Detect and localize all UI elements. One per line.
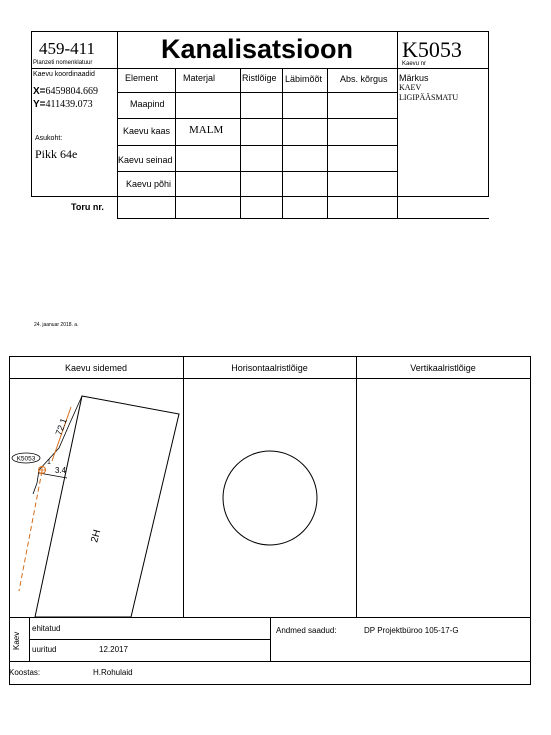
- grid-v4: [327, 68, 328, 219]
- document-date: 24. jaanuar 2018. a.: [34, 322, 79, 328]
- column-header-abs-height: Abs. kõrgus: [340, 74, 388, 84]
- made-label: ehitatud: [32, 624, 61, 633]
- row-label-ground: Maapind: [130, 99, 165, 109]
- well-circle: [223, 451, 317, 545]
- well-id: K5053: [402, 37, 462, 62]
- column-header-diameter: Läbimõõt: [285, 74, 323, 84]
- grid-bottom: [117, 218, 489, 219]
- location-caption: Asukoht:: [35, 135, 63, 142]
- header-divider: [31, 68, 489, 69]
- section-header-connections: Kaevu sidemed: [64, 363, 128, 373]
- x-label: X=: [33, 86, 46, 97]
- plan-right-border: [530, 356, 531, 685]
- map-number: 459-411: [39, 39, 96, 58]
- notes-line-1: KAEV: [399, 83, 422, 92]
- coords-caption: Kaevu koordinaadid: [33, 71, 95, 78]
- connections-sketch: [9, 378, 183, 617]
- row-label-walls: Kaevu seinad: [118, 155, 173, 165]
- bottom-row-divider: [29, 639, 270, 640]
- compiled-value: H.Rohulaid: [93, 668, 133, 677]
- cover-material-value: MALM: [189, 124, 224, 136]
- data-source-label: Andmed saadud:: [276, 626, 337, 635]
- grid-v1: [175, 68, 176, 219]
- data-source-value: DP Projektbüroo 105-17-G: [364, 626, 459, 635]
- card-left-border: [31, 31, 32, 196]
- plan-top-border: [9, 356, 531, 357]
- section-header-horizontal: Horisontaalristlõige: [231, 363, 308, 373]
- building-label: 2H: [89, 528, 104, 544]
- row-label-bottom: Kaevu põhi: [126, 179, 172, 189]
- notes-column-divider: [397, 31, 398, 219]
- x-value: 6459804.669: [45, 86, 99, 97]
- well-card: [31, 31, 489, 219]
- grid-v2: [240, 68, 241, 219]
- dimension-label-b: 3.4: [55, 466, 67, 475]
- row-label-cover: Kaevu kaas: [123, 126, 171, 136]
- section-header-vertical: Vertikaalristlõige: [410, 363, 476, 373]
- grid-h1: [117, 92, 397, 93]
- surveyed-label: uuritud: [32, 645, 57, 654]
- x-coordinate: [33, 86, 98, 98]
- page-title: Kanalisatsioon: [160, 34, 354, 64]
- dimension-label-c: 1: [47, 459, 51, 466]
- card-bottom-border: [31, 196, 489, 197]
- y-coordinate: [33, 99, 93, 111]
- grid-h2: [117, 118, 397, 119]
- grid-v3: [282, 68, 283, 219]
- horizontal-section-drawing: [184, 378, 356, 617]
- grid-h3: [117, 145, 397, 146]
- y-label: Y=: [33, 99, 46, 110]
- column-header-material: Materjal: [183, 73, 216, 83]
- notes-header: Märkus: [399, 73, 429, 83]
- notes-line-2: LIGIPÄÄSMATU: [399, 93, 459, 102]
- plan-sheet: [9, 356, 531, 686]
- column-header-cross-section: Ristlõige: [242, 73, 277, 83]
- side-label: Kaev: [12, 631, 21, 650]
- card-right-border: [488, 31, 489, 196]
- well-id-caption: Kaevu nr: [402, 61, 427, 67]
- plan-col-divider-2: [356, 356, 357, 618]
- bottom-middle-divider: [270, 617, 271, 662]
- dimension-label-a: 72.1: [53, 416, 69, 437]
- y-value: 411439.073: [45, 99, 93, 110]
- location-value: Pikk 64e: [35, 147, 78, 161]
- grid-h4: [117, 171, 397, 172]
- plan-bottom-border: [9, 684, 531, 685]
- pipe-label: Toru nr.: [71, 202, 104, 212]
- surveyed-value: 12.2017: [99, 645, 128, 654]
- well-tag-text: K5053: [16, 455, 36, 463]
- bottom-compiled-divider: [9, 661, 531, 662]
- compiled-label: Koostas:: [9, 668, 41, 677]
- column-header-element: Element: [125, 73, 159, 83]
- map-number-caption: Planzeti nomenklatuur: [33, 60, 93, 66]
- pipe-main-dashed: [19, 471, 42, 591]
